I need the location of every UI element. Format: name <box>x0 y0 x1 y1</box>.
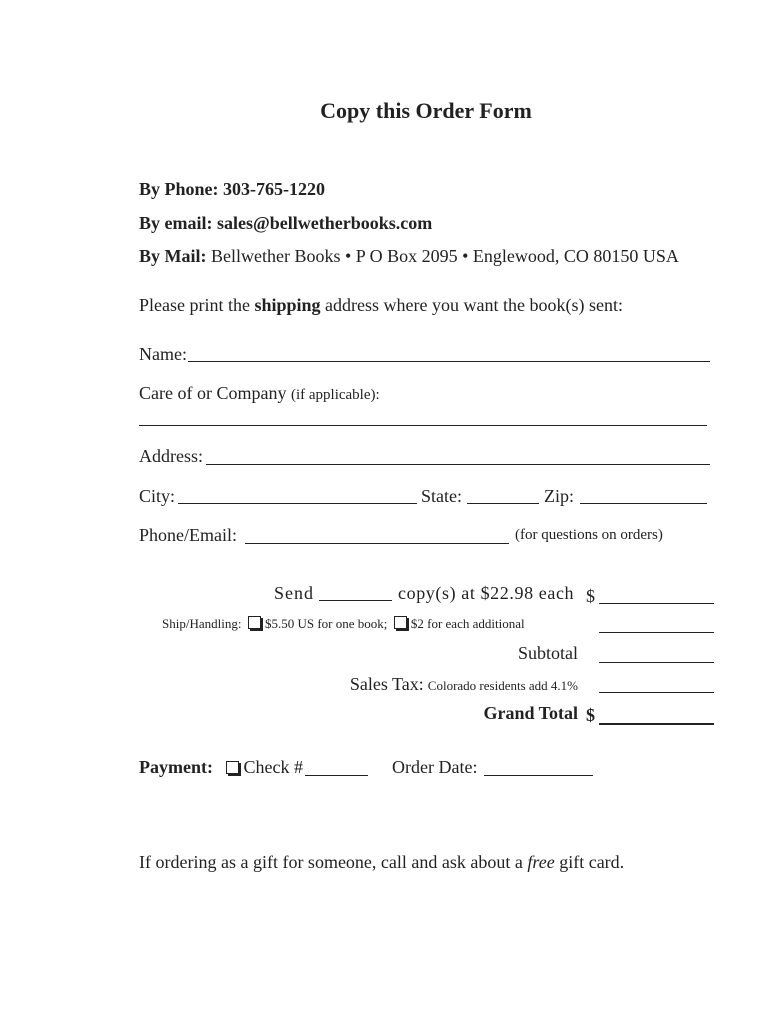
company-label: Care of or Company <box>139 383 287 403</box>
name-label: Name: <box>139 344 187 364</box>
page-title: Copy this Order Form <box>320 98 532 123</box>
shipping-prompt <box>139 295 623 316</box>
phone-email-label: Phone/Email: <box>139 525 237 545</box>
phone-label: By Phone: <box>139 179 219 199</box>
email-label: By email: <box>139 213 213 233</box>
check-number-field[interactable] <box>305 775 368 776</box>
sales-tax-note: Colorado residents add 4.1% <box>427 678 578 693</box>
state-label: State: <box>421 486 462 506</box>
address-label: Address: <box>139 446 203 466</box>
ship-additional-checkbox[interactable] <box>394 616 407 629</box>
ship-option-1: $5.50 US for one book; <box>264 616 388 631</box>
copies-dollar: $ <box>586 586 595 606</box>
mail-value: Bellwether Books • P O Box 2095 • Englewood, CO 80150 USA <box>211 246 679 266</box>
send-label: Send <box>274 583 314 603</box>
shipping-prompt-bold: shipping <box>254 295 321 315</box>
phone-email-note: (for questions on orders) <box>515 527 663 543</box>
copies-amount-field[interactable] <box>599 603 714 604</box>
order-date-field[interactable] <box>484 775 593 776</box>
zip-label: Zip: <box>544 486 574 506</box>
gift-note-before: If ordering as a gift for someone, call and ask about a <box>139 852 528 872</box>
subtotal-field[interactable] <box>599 662 714 663</box>
subtotal-label: Subtotal <box>517 643 578 663</box>
check-checkbox[interactable] <box>226 761 239 774</box>
payment-row <box>139 757 303 778</box>
city-label: City: <box>139 486 176 506</box>
shipping-prompt-after: address where you want the book(s) sent: <box>320 295 623 315</box>
copies-text: copy(s) at $22.98 each <box>398 583 575 603</box>
address-field[interactable] <box>206 464 710 465</box>
copies-field[interactable] <box>319 600 392 601</box>
sales-tax-row <box>350 674 578 695</box>
ship-one-checkbox[interactable] <box>248 616 261 629</box>
check-label: Check # <box>243 757 303 777</box>
phone-value: 303-765-1220 <box>223 179 326 199</box>
sales-tax-label: Sales Tax: <box>349 674 424 694</box>
name-field[interactable] <box>188 361 710 362</box>
order-date-label: Order Date: <box>392 757 478 777</box>
company-row <box>139 383 380 404</box>
gift-note-after: gift card. <box>554 852 625 872</box>
gift-note <box>139 852 624 873</box>
phone-email-field[interactable] <box>245 543 509 544</box>
zip-field[interactable] <box>580 503 707 504</box>
contact-mail <box>139 246 679 267</box>
grand-total-dollar: $ <box>586 705 595 725</box>
email-value: sales@bellwetherbooks.com <box>217 213 433 233</box>
contact-phone <box>139 179 325 200</box>
city-field[interactable] <box>178 503 417 504</box>
sales-tax-field[interactable] <box>599 692 714 693</box>
payment-label: Payment: <box>139 757 213 777</box>
state-field[interactable] <box>467 503 539 504</box>
company-field[interactable] <box>139 425 707 426</box>
ship-option-2: $2 for each additional <box>410 616 525 631</box>
company-note: (if applicable): <box>290 387 380 403</box>
ship-label: Ship/Handling: <box>162 616 242 631</box>
mail-label: By Mail: <box>139 246 207 266</box>
contact-email <box>139 213 432 234</box>
ship-amount-field[interactable] <box>599 632 714 633</box>
grand-total-field[interactable] <box>599 723 714 725</box>
shipping-prompt-before: Please print the <box>139 295 255 315</box>
ship-row <box>162 616 525 632</box>
grand-total-label: Grand Total <box>483 703 578 723</box>
gift-note-italic: free <box>527 852 555 872</box>
